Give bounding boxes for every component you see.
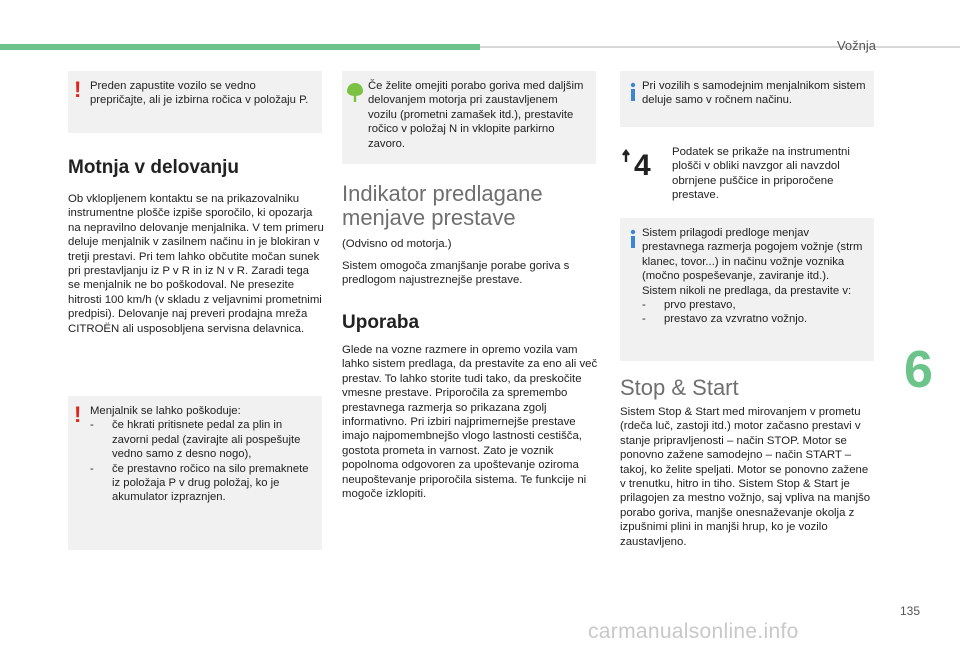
paragraph-engine-note: (Odvisno od motorja.)	[342, 238, 452, 250]
section-title: Vožnja	[836, 38, 876, 53]
header-rule	[480, 46, 960, 48]
warning-icon: !	[74, 77, 82, 102]
info-icon	[625, 229, 641, 249]
info-note-system	[620, 218, 874, 361]
info-icon	[625, 82, 641, 102]
gear-arrow-icon	[622, 146, 658, 178]
eco-note	[342, 71, 596, 164]
paragraph-uporaba: Glede na vozne razmere in opremo vozila vam lahko sistem predlaga, da prestavite za eno ali več prestav. To lahko storite tudi tako, da preskočite vmesne prestave. Priporočila za spremembo prestavnega razmerja so prikazana zgolj informativno. Pri izbiri najprimernejše prestave imajo najpomembnejšo vlogo lastnosti cestišča, gostota prometa in varnost. Zato je voznik popolnoma odgovoren za upoštevanje oziroma neupoštevanje priporočila sistema. Te funkcije ni mogoče izklopiti.	[342, 344, 598, 501]
eco-tree-icon	[344, 81, 366, 103]
heading-motnja: Motnja v delovanju	[68, 157, 240, 178]
warning-intro: Menjalnik se lahko poškoduje:	[90, 405, 241, 417]
eco-note-text: Če želite omejiti porabo goriva med daljšim delovanjem motorja pri zaustavljenem vozilu (prometni zamašek itd.), prestavite ročico v položaj N in vklopite parkirno zavoro.	[368, 80, 584, 150]
list-item: - prestavo za vzvratno vožnjo.	[642, 312, 866, 326]
info-note-automatic	[620, 71, 874, 127]
warning-icon: !	[74, 402, 82, 427]
paragraph-gear-display: Podatek se prikaže na instrumentni plošči v obliki navzgor ali navzdol obrnjene puščice in priporočene prestave.	[672, 146, 850, 202]
warning-note-park	[68, 71, 322, 133]
gear-digit: 4	[634, 149, 651, 178]
list-item: - prvo prestavo,	[642, 298, 866, 312]
paragraph-motnja: Ob vklopljenem kontaktu se na prikazovalniku instrumentne plošče izpiše sporočilo, ki opozarja na nepravilno delovanje menjalnika. V tem primeru deluje menjalnik v zasilnem načinu in je blokiran v tretji prestavi. Pri tem lahko občutite močan sunek pri prestavljanju iz P v R in iz N v R. Zaradi tega se menjalnik ne bo poškodoval. Ne presezite hitrosti 100 km/h (v skladu z veljavnimi prometnimi predpisi). Delovanje naj preveri prodajna mreža CITROËN ali usposobljena servisna delavnica.	[68, 193, 324, 335]
page-number: 135	[900, 604, 921, 618]
warning-list	[90, 418, 314, 504]
heading-indikator: Indikator predlagane menjave prestave	[342, 181, 543, 230]
info-note-text: Pri vozilih s samodejnim menjalnikom sistem deluje samo v ročnem načinu.	[642, 80, 866, 107]
warning-text: Preden zapustite vozilo se vedno prepričajte, ali je izbirna ročica v položaju P.	[90, 80, 309, 107]
chapter-number: 6	[904, 341, 933, 399]
heading-uporaba: Uporaba	[342, 312, 420, 333]
watermark: carmanualsonline.info	[588, 620, 799, 643]
paragraph-indikator: Sistem omogoča zmanjšanje porabe goriva s predlogom najustreznejše prestave.	[342, 260, 570, 287]
list-item: - če hkrati pritisnete pedal za plin in zavorni pedal (zavirajte ali pospešujte vedno samo z desno nogo),	[90, 418, 314, 461]
paragraph-stop-start: Sistem Stop & Start med mirovanjem v prometu (rdeča luč, zastoji itd.) motor začasno prestavi v stanje pripravljenosti – način STOP. Motor se ponovno zažene samodejno – način START – takoj, ko želite speljati. Motor se ponovno zažene v trenutku, hitro in tiho. Sistem Stop & Start je prilagojen za mestno vožnjo, saj vpliva na manjšo porabo goriva, manjše onesnaževanje okolja z izpušnimi plini in manjši hrup, ko je vozilo zaustavljeno.	[620, 406, 871, 548]
header-accent-bar	[0, 44, 480, 50]
list-item: - če prestavno ročico na silo premaknete iz položaja P v drug položaj, ko je akumulator izpraznjen.	[90, 462, 314, 505]
heading-stop-start: Stop & Start	[620, 375, 739, 400]
info-note-text: Sistem prilagodi predloge menjav prestavnega razmerja pogojem vožnje (strm klanec, tovor...) in načinu vožnje voznika (močno pospeševanje, zaviranje itd.). Sistem nikoli ne predlaga, da prestavite v:	[642, 227, 863, 297]
warning-note-damage	[68, 396, 322, 550]
info-list	[642, 298, 866, 327]
